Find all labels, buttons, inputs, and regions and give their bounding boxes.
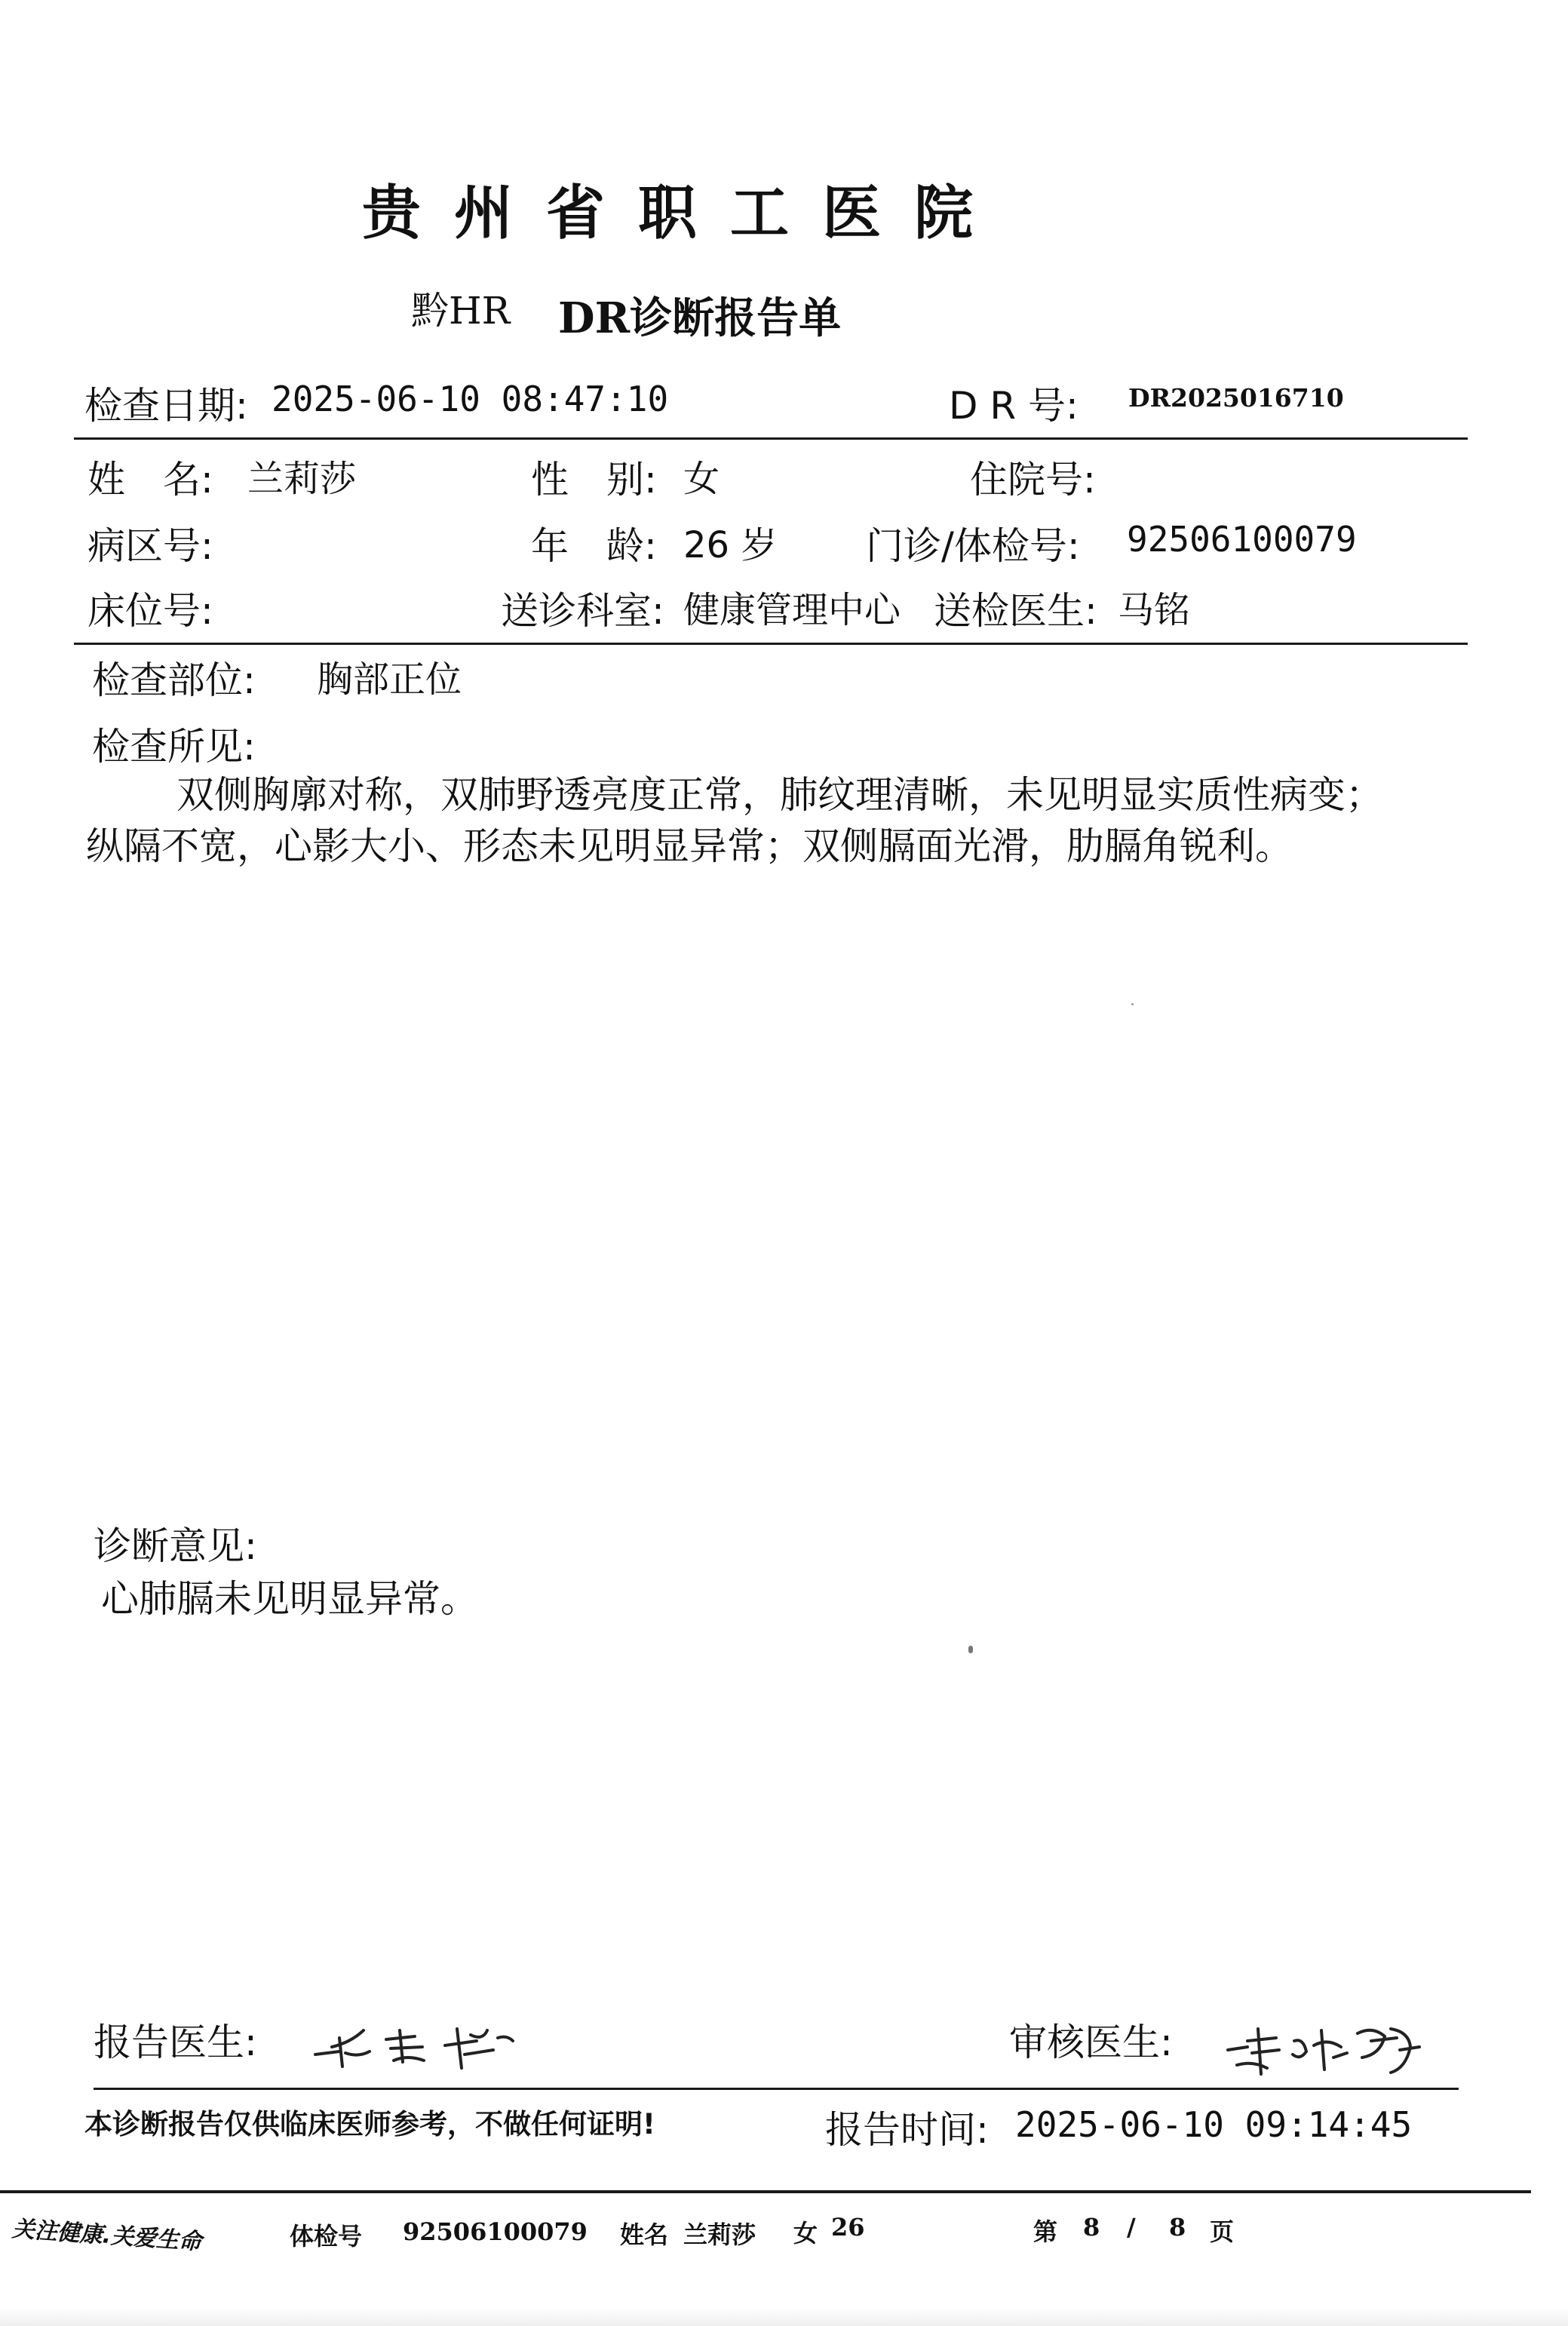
gender-value: 女 (683, 458, 720, 500)
page-total: 8 (1169, 2213, 1186, 2242)
exam-date-label: 检查日期: (84, 384, 248, 428)
report-prefix: 黔HR (411, 289, 511, 333)
disclaimer: 本诊断报告仅供临床医师参考，不做任何证明! (84, 2108, 655, 2140)
diagnosis-label: 诊断意见: (94, 1524, 257, 1568)
report-time-label: 报告时间: (825, 2108, 989, 2152)
footer-age-value: 26 (831, 2213, 865, 2242)
scan-edge (0, 2308, 1568, 2326)
name-label: 姓 名: (87, 458, 213, 502)
bed-label: 床位号: (87, 589, 213, 633)
outpatient-number-value: 92506100079 (1127, 519, 1357, 560)
department-label: 送诊科室: (501, 589, 664, 633)
name-value: 兰莉莎 (247, 458, 357, 500)
page-suffix: 页 (1210, 2217, 1235, 2246)
findings-text: 双侧胸廓对称，双肺野透亮度正常，肺纹理清晰，未见明显实质性病变；纵隔不宽，心影大小、形态未见明显异常；双侧膈面光滑，肋膈角锐利。 (86, 773, 1383, 868)
dr-number-label: D R 号: (949, 384, 1079, 428)
exam-site-value: 胸部正位 (317, 658, 462, 701)
age-value: 26 岁 (683, 524, 778, 566)
outpatient-number-label: 门诊/体检号: (866, 524, 1080, 568)
footer-gender-value: 女 (793, 2219, 818, 2248)
review-doctor-label: 审核医生: (1009, 2021, 1173, 2064)
page-current: 8 (1083, 2213, 1100, 2242)
divider-signature (94, 2088, 1459, 2090)
exam-site-label: 检查部位: (92, 658, 256, 702)
gender-label: 性 别: (531, 458, 657, 502)
divider-top (74, 437, 1468, 440)
hospital-name: 贵州省职工医院 (362, 180, 1007, 247)
department-value: 健康管理中心 (683, 589, 901, 631)
referring-doctor-label: 送检医生: (934, 589, 1097, 633)
report-time-value: 2025-06-10 09:14:45 (1015, 2104, 1413, 2145)
scan-speck (1131, 1003, 1134, 1005)
exam-date-value: 2025-06-10 08:47:10 (272, 379, 669, 419)
dr-number-value: DR2025016710 (1128, 383, 1344, 413)
report-title: DR诊断报告单 (558, 293, 842, 343)
diagnosis-text: 心肺膈未见明显异常。 (101, 1577, 478, 1621)
divider-footer (0, 2190, 1531, 2193)
slogan: 关注健康.关爱生命 (11, 2215, 203, 2256)
footer-name-value: 兰莉莎 (683, 2220, 756, 2249)
report-doctor-label: 报告医生: (94, 2021, 257, 2064)
footer-exam-number-label: 体检号 (290, 2222, 363, 2251)
footer-name-label: 姓名 (620, 2220, 669, 2249)
scan-speck (968, 1646, 973, 1653)
ward-label: 病区号: (87, 524, 213, 568)
age-label: 年 龄: (531, 524, 657, 568)
referring-doctor-value: 马铭 (1118, 589, 1191, 631)
review-doctor-signature (1222, 2008, 1448, 2083)
report-doctor-signature (309, 2008, 535, 2076)
inpatient-number-label: 住院号: (970, 458, 1096, 502)
page-prefix: 第 (1033, 2217, 1058, 2246)
divider-middle (74, 643, 1468, 645)
page-separator: / (1127, 2213, 1136, 2242)
footer-exam-number-value: 92506100079 (403, 2217, 588, 2246)
findings-label: 检查所见: (92, 725, 256, 769)
